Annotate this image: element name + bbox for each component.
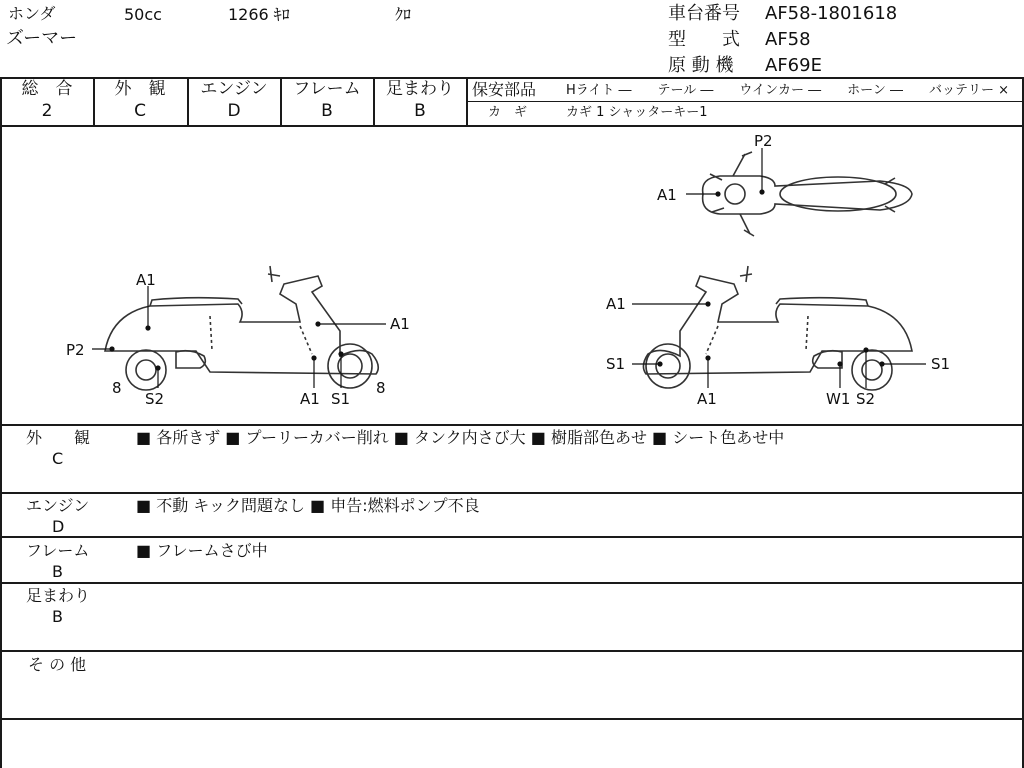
grade-frame-value: B xyxy=(321,101,333,121)
section-divider-5 xyxy=(0,718,1024,720)
section-engine-grade: D xyxy=(52,517,65,536)
left-label-s1: S1 xyxy=(331,390,351,408)
section-suspension-grade: B xyxy=(52,607,63,626)
mileage: 1266 ｷﾛ xyxy=(228,5,290,24)
key-label: カ ギ xyxy=(488,105,528,120)
safety-items: Hライト ― テール ― ウインカー ― ホーン ― バッテリー × xyxy=(566,83,1010,98)
top-label-p2: P2 xyxy=(754,132,773,150)
grade-engine-label: エンジン xyxy=(200,79,268,99)
engine-label: 原 動 機 xyxy=(668,55,734,76)
section-divider-1 xyxy=(0,492,1024,494)
section-other-title: そ の 他 xyxy=(28,655,87,674)
frame-number: AF58-1801618 xyxy=(765,3,898,24)
safety-title: 保安部品 xyxy=(472,80,537,99)
left-label-a1-front: A1 xyxy=(390,315,410,333)
left-label-8-rear: 8 xyxy=(112,379,122,397)
section-exterior-grade: C xyxy=(52,449,64,468)
maker: ホンダ xyxy=(8,4,56,23)
left-label-s2: S2 xyxy=(145,390,165,408)
right-label-s1-rear: S1 xyxy=(931,355,951,373)
frame-number-label: 車台番号 xyxy=(668,3,740,24)
right-label-a1-floor: A1 xyxy=(697,390,717,408)
grade-exterior-label: 外 観 xyxy=(114,79,166,99)
right-label-w1: W1 xyxy=(826,390,851,408)
right-label-a1-front: A1 xyxy=(606,295,626,313)
section-divider-3 xyxy=(0,582,1024,584)
section-engine-title: エンジン xyxy=(26,496,90,515)
grade-suspension-value: B xyxy=(414,101,426,121)
section-divider-2 xyxy=(0,536,1024,538)
color: ｸﾛ xyxy=(395,5,412,24)
engine-value: AF69E xyxy=(765,55,822,76)
grade-engine-value: D xyxy=(227,101,241,121)
model-name: ズーマー xyxy=(6,28,78,49)
section-suspension-title: 足まわり xyxy=(26,586,91,605)
left-label-a1-seat: A1 xyxy=(136,271,156,289)
displacement: 50cc xyxy=(124,5,162,24)
section-exterior-title: 外 観 xyxy=(26,428,91,447)
section-divider-4 xyxy=(0,650,1024,652)
grade-frame-label: フレーム xyxy=(293,79,361,99)
top-label-a1: A1 xyxy=(657,186,677,204)
section-frame-text: ■ フレームさび中 xyxy=(136,541,268,560)
scooter-diagram xyxy=(0,126,1024,424)
scooter-top-view xyxy=(703,152,912,236)
left-label-a1-floor: A1 xyxy=(300,390,320,408)
left-label-p2: P2 xyxy=(66,341,85,359)
grade-overall-label: 総 合 xyxy=(21,79,73,99)
section-engine-text: ■ 不動 キック問題なし ■ 申告:燃料ポンプ不良 xyxy=(136,496,480,515)
key-value: カギ 1 シャッターキー1 xyxy=(566,105,708,120)
section-frame-title: フレーム xyxy=(26,541,90,560)
right-label-s2: S2 xyxy=(856,390,876,408)
safety-divider xyxy=(467,101,1023,102)
type-value: AF58 xyxy=(765,29,811,50)
grade-suspension-label: 足まわり xyxy=(386,79,454,99)
left-label-8-front: 8 xyxy=(376,379,386,397)
grade-exterior-value: C xyxy=(134,101,146,121)
grade-overall-value: 2 xyxy=(41,101,53,121)
section-exterior-text: ■ 各所きず ■ プーリーカバー削れ ■ タンク内さび大 ■ 樹脂部色あせ ■ シート色あせ中 xyxy=(136,428,785,447)
right-label-s1-front: S1 xyxy=(606,355,626,373)
diagram-divider xyxy=(0,424,1024,426)
scooter-side-view-right xyxy=(643,266,912,390)
type-label: 型 式 xyxy=(668,29,740,50)
section-frame-grade: B xyxy=(52,562,63,581)
